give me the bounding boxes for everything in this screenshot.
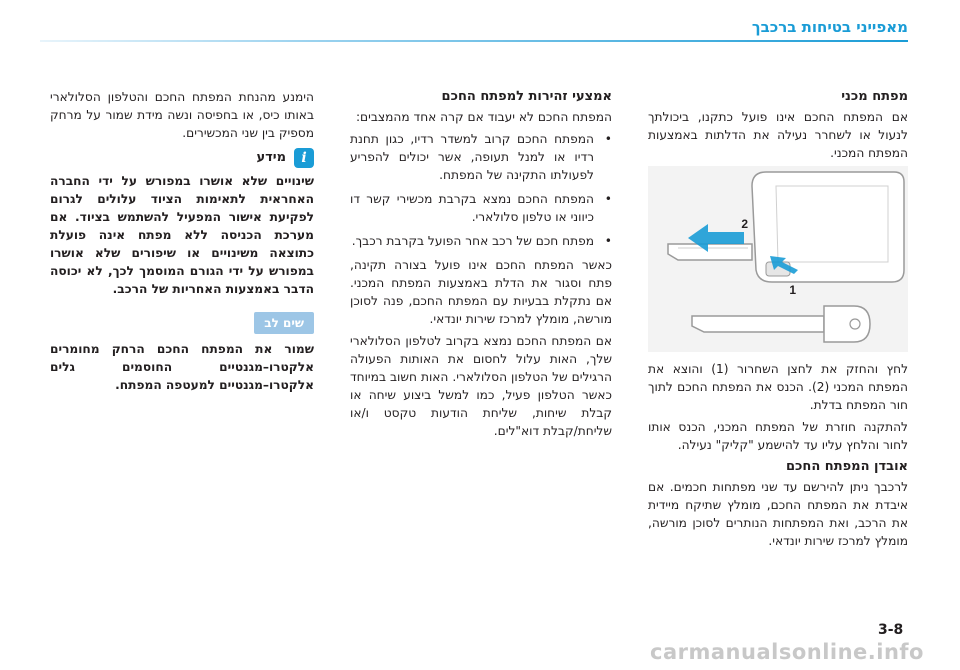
step-2-text: להתקנה חוזרת של המפתח המכני, הכנס אותו לחור והלחץ עליו עד להישמע "קליק" נעילה. bbox=[648, 420, 908, 452]
information-title: מידע bbox=[256, 150, 286, 165]
mechanical-key-heading: מפתח מכני bbox=[841, 89, 908, 104]
list-item: • מפתח חכם של רכב אחר הפועל בקרבת רכבך. bbox=[350, 232, 612, 250]
lost-key-text: לרכבך ניתן להירשם עד שני מפתחות חכמים. אם איבדת את המפתח החכם, מומלץ שתיקח מיידית את הרכב, ואת המפתחות הנותרים לסוכן מורשה, מומלץ למרכז שירות יונדאי. bbox=[648, 480, 908, 548]
phone-distance-text: הימנע מהנחת המפתח החכם והטלפון הסלולארי באותו כיס, או בחפיסה ונשה מידת שמור על מרחק מספיק בין שני המכשירים. bbox=[50, 90, 314, 140]
precautions-paragraph-1: כאשר המפתח החכם אינו פועל בצורה תקינה, פתח וסגור את הדלת באמצעות המפתח המכני. אם נתקלת בבעיות עם המפתח החכם, פנה לסוכן מורשה, מומלץ למרכז שירות יונדאי. bbox=[350, 258, 612, 326]
information-text: שינויים שלא אושרו במפורש על ידי החברה האחראית לתאימות הציוד עלולים לגרום לפקיעת אישור המפעיל להשתמש בציוד. אם מערכת הכניסה ללא מפתח אינה פועלת כתוצאה משינויים או שיפורים שלא אושרו במפורש על ידי הגורם המוסמך לכך, לא יכוסה הדבר באמצעות האחריות של הרכב. bbox=[50, 174, 314, 296]
page-number: 3-8 bbox=[878, 622, 904, 638]
attention-body bbox=[50, 340, 314, 394]
column-precautions bbox=[350, 88, 612, 444]
information-body bbox=[50, 172, 314, 298]
precautions-paragraph-2: אם המפתח החכם נמצא בקרוב לטלפון הסלולארי שלך, האות עלול לחסום את האותות הפעולה הרגילים של הטלפון הסלולארי. האות חשוב במיוחד כאשר הטלפון פעיל, כמו למשל ביצוע שיחה או קבלת שיחות, שליחת הודעות טקסט ו/או שליחת/קבלת דוא"לים. bbox=[350, 334, 612, 438]
precautions-heading: אמצעי זהירות למפתח החכם bbox=[441, 89, 612, 104]
list-item: • המפתח החכם נמצא בקרבת מכשירי קשר דו כיווני או טלפון סלולארי. bbox=[350, 190, 612, 226]
precautions-intro: המפתח החכם לא יעבוד אם קרה אחד מהמצבים: bbox=[355, 110, 612, 124]
column-information bbox=[50, 88, 314, 398]
list-item: • המפתח החכם קרוב למשדר רדיו, כגון תחנת רדיו או למנל תעופה, אשר יכולים להפריע לפעולתו התקינה של המפתח. bbox=[350, 130, 612, 184]
attention-badge: שים לב bbox=[254, 312, 314, 334]
smart-key-illustration bbox=[648, 166, 908, 352]
attention-text: שמור את המפתח החכם הרחק מחומרים אלקטרו–מגנטיים החוסמים גלים אלקטרו–מגנטיים למעטפה המפתח. bbox=[50, 342, 314, 392]
information-note-header bbox=[50, 148, 314, 168]
mechanical-key-intro: אם המפתח החכם אינו פועל כתקנו, ביכולתך לנעול או לשחרר נעילה את הדלתות באמצעות המפתח המכני. bbox=[648, 110, 908, 160]
callout-2: 2 bbox=[741, 217, 748, 231]
precautions-list bbox=[350, 130, 612, 250]
step-1-text: לחץ והחזק את לחצן השחרור (1) והוצא את המפתח המכני (2). הכנס את המפתח החכם לתוך חור המפתח בדלת. bbox=[648, 362, 909, 412]
key-drawing bbox=[648, 166, 908, 352]
column-mechanical-key bbox=[648, 88, 908, 554]
header-divider bbox=[40, 40, 908, 42]
page-header-title: מאפייני בטיחות ברכבך bbox=[751, 18, 908, 36]
callout-1: 1 bbox=[789, 283, 796, 297]
lost-key-heading: אובדן המפתח החכם bbox=[786, 459, 908, 474]
info-icon: i bbox=[294, 148, 314, 168]
watermark: carmanualsonline.info bbox=[650, 640, 924, 664]
